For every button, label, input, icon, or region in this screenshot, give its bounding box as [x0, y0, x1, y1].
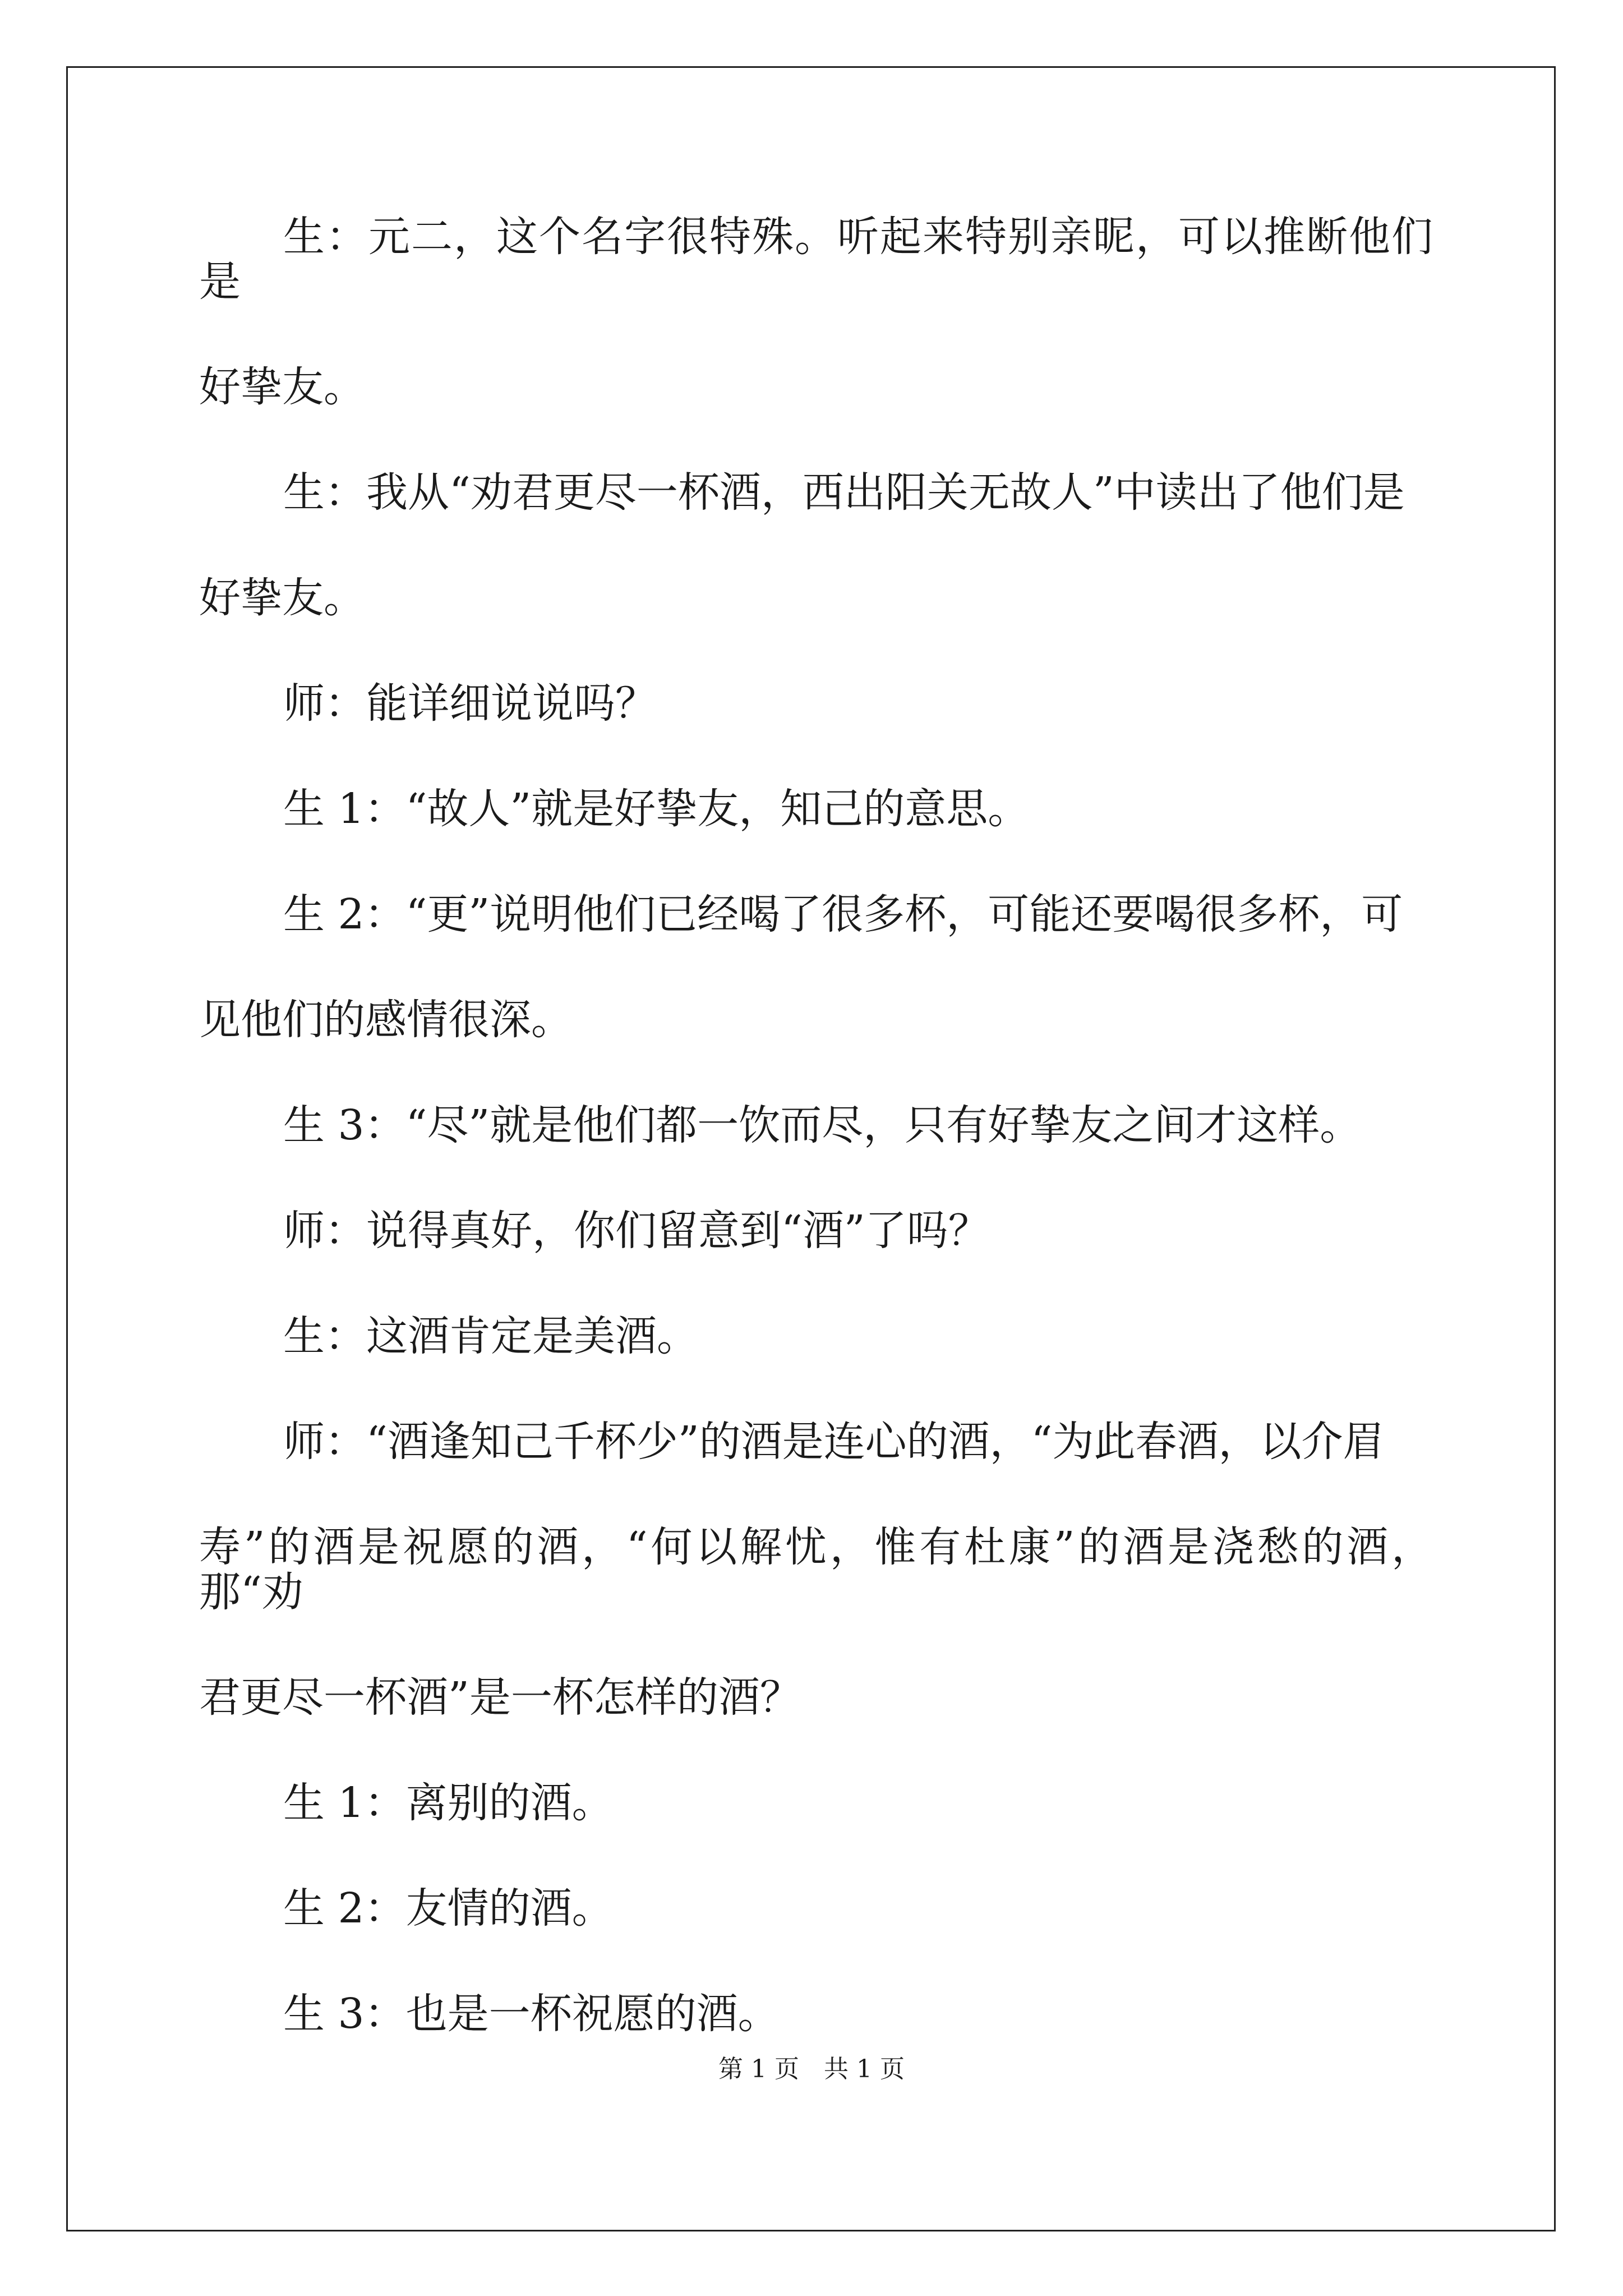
paragraph-6 [199, 1103, 1433, 1148]
document-body [199, 214, 1433, 2097]
paragraph-10-line-1: 生 1：离别的酒。 [283, 1779, 614, 1827]
paragraph-7 [199, 1208, 1433, 1253]
paragraph-3-line-1: 师：能详细说说吗？ [283, 679, 657, 728]
paragraph-5-line-1: 生 2：“更”说明他们已经喝了很多杯，可能还要喝很多杯，可 [283, 890, 1403, 938]
paragraph-5-line-2: 见他们的感情很深。 [199, 996, 573, 1044]
paragraph-12 [199, 1991, 1433, 2036]
paragraph-9 [199, 1419, 1433, 1720]
paragraph-2-line-2: 好挚友。 [199, 574, 365, 622]
paragraph-11 [199, 1886, 1433, 1931]
paragraph-6-line-1: 生 3：“尽”就是他们都一饮而尽，只有好挚友之间才这样。 [283, 1101, 1362, 1149]
page-footer [0, 2049, 1623, 2085]
paragraph-12-line-1: 生 3：也是一杯祝愿的酒。 [283, 1990, 780, 2038]
paragraph-5 [199, 892, 1433, 1042]
paragraph-2 [199, 470, 1433, 620]
paragraph-10 [199, 1780, 1433, 1825]
paragraph-11-line-1: 生 2：友情的酒。 [283, 1884, 614, 1932]
paragraph-4-line-1: 生 1：“故人”就是好挚友，知己的意思。 [283, 785, 1030, 833]
paragraph-1-line-2: 好挚友。 [199, 363, 365, 411]
paragraph-9-line-3: 君更尽一杯酒”是一杯怎样的酒？ [199, 1673, 801, 1722]
paragraph-8 [199, 1314, 1433, 1359]
paragraph-3 [199, 681, 1433, 726]
paragraph-9-line-2: 寿”的酒是祝愿的酒，“何以解忧，惟有杜康”的酒是浇愁的酒，那“劝 [199, 1523, 1433, 1616]
paragraph-2-line-1: 生：我从“劝君更尽一杯酒，西出阳关无故人”中读出了他们是 [283, 468, 1405, 517]
paragraph-7-line-1: 师：说得真好，你们留意到“酒”了吗？ [283, 1207, 990, 1255]
page-number: 第 1 页 共 1 页 [718, 2055, 905, 2083]
paragraph-4 [199, 786, 1433, 831]
paragraph-1 [199, 214, 1433, 409]
paragraph-9-line-1: 师：“酒逢知己千杯少”的酒是连心的酒，“为此春酒，以介眉 [283, 1418, 1385, 1466]
paragraph-8-line-1: 生：这酒肯定是美酒。 [283, 1312, 698, 1360]
paragraph-1-line-1: 生：元二，这个名字很特殊。听起来特别亲昵，可以推断他们是 [199, 213, 1433, 306]
